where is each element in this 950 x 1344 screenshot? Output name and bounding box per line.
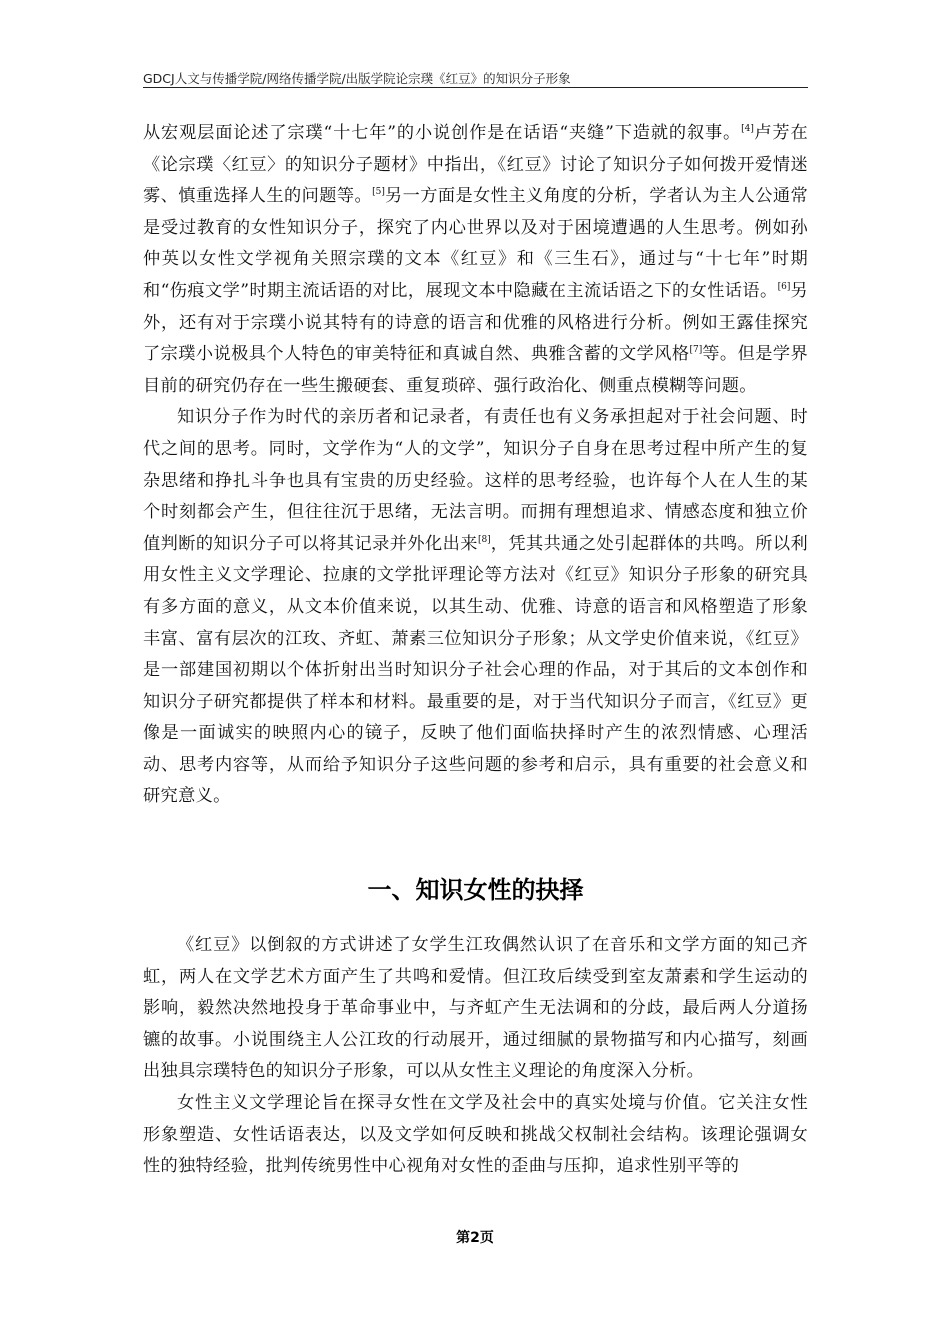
paragraph-plot-summary: 《红豆》以倒叙的方式讲述了女学生江玫偶然认识了在音乐和文学方面的知己齐虹，两人在文学艺术方面产生了共鸣和爱情。但江玫后续受到室友萧素和学生运动的影响，毅然决然地投身于革命事业中，与齐虹产生无法调和的分歧，最后两人分道扬镳的故事。小说围绕主人公江玫的行动展开，通过细腻的景物描写和内心描写，刻画出独具宗璞特色的知识分子形象，可以从女性主义理论的角度深入分析。 [143,935,808,1082]
citation-ref: [8] [477,534,491,545]
paragraph-text: 从宏观层面论述了宗璞“十七年”的小说创作是在话语“夹缝”下造就的叙事。 [143,123,742,143]
paragraph-text: 知识分子作为时代的亲历者和记录者，有责任也有义务承担起对于社会问题、时代之间的思考。同时，文学作为“人的文学”，知识分子自身在思考过程中所产生的复杂思绪和挣扎斗争也具有宝贵的历史经验。这样的思考经验，也许每个人在人生的某个时刻都会产生，但往往沉于思绪，无法言明。而拥有理想追求、情感态度和独立价值判断的知识分子可以将其记录并外化出来 [143,407,808,554]
paragraph-significance [143,402,808,813]
citation-ref: [4] [741,124,754,134]
paragraph-feminist-theory: 女性主义文学理论旨在探寻女性在文学及社会中的真实处境与价值。它关注女性形象塑造、女性话语表达，以及文学如何反映和挑战父权制社会结构。该理论强调女性的独特经验，批判传统男性中心视角对女性的歪曲与压抑，追求性别平等的 [143,1092,808,1177]
body-text-upper [143,118,808,813]
paragraph-text: 另一方面是女性主义角度的分析，学者认为主人公通常是受过教育的女性知识分子，探究了内心世界以及对于困境遭遇的人生思考。例如孙仲英以女性文学视角关照宗璞的文本《红豆》和《三生石》，通过与“十七年”时期和“伤痕文学”时期主流话语的对比，展现文本中隐藏在主流话语之下的女性话语。 [143,186,808,301]
paragraph-literature-review [143,118,808,402]
paragraph-text: 等。但是学界目前的研究仍存在一些生搬硬套、重复琐碎、强行政治化、侧重点模糊等问题。 [143,344,808,396]
citation-ref: [5] [372,187,385,198]
paragraph-text: 卢芳在《论宗璞〈红豆〉的知识分子题材》中指出，《红豆》讨论了知识分子如何拨开爱情迷雾、慎重选择人生的问题等。 [143,123,808,207]
paragraph-text: ，凭其共通之处引起群体的共鸣。所以利用女性主义文学理论、拉康的文学批评理论等方法对《红豆》知识分子形象的研究具有多方面的意义，从文本价值来说，以其生动、优雅、诗意的语言和风格塑造了形象丰富、富有层次的江玫、齐虹、萧素三位知识分子形象；从文学史价值来说，《红豆》是一部建国初期以个体折射出当时知识分子社会心理的作品，对于其后的文本创作和知识分子研究都提供了样本和材料。最重要的是，对于当代知识分子而言，《红豆》更像是一面诚实的映照内心的镜子，反映了他们面临抉择时产生的浓烈情感、心理活动、思考内容等，从而给予知识分子这些问题的参考和启示，具有重要的社会意义和研究意义。 [143,533,808,807]
running-header: GDCJ人文与传播学院/网络传播学院/出版学院论宗璞《红豆》的知识分子形象 [143,71,571,86]
header-divider [143,87,808,88]
paragraph-text: 另外，还有对于宗璞小说其特有的诗意的语言和优雅的风格进行分析。例如王露佳探究了宗璞小说极具个人特色的审美特征和真诚自然、典雅含蓄的文学风格 [143,280,808,365]
citation-ref: [7] [689,345,703,356]
body-text-lower [143,930,808,1183]
section-heading: 一、知识女性的抉择 [367,876,584,904]
page-number: 第2页 [456,1230,494,1246]
citation-ref: [6] [777,281,791,292]
